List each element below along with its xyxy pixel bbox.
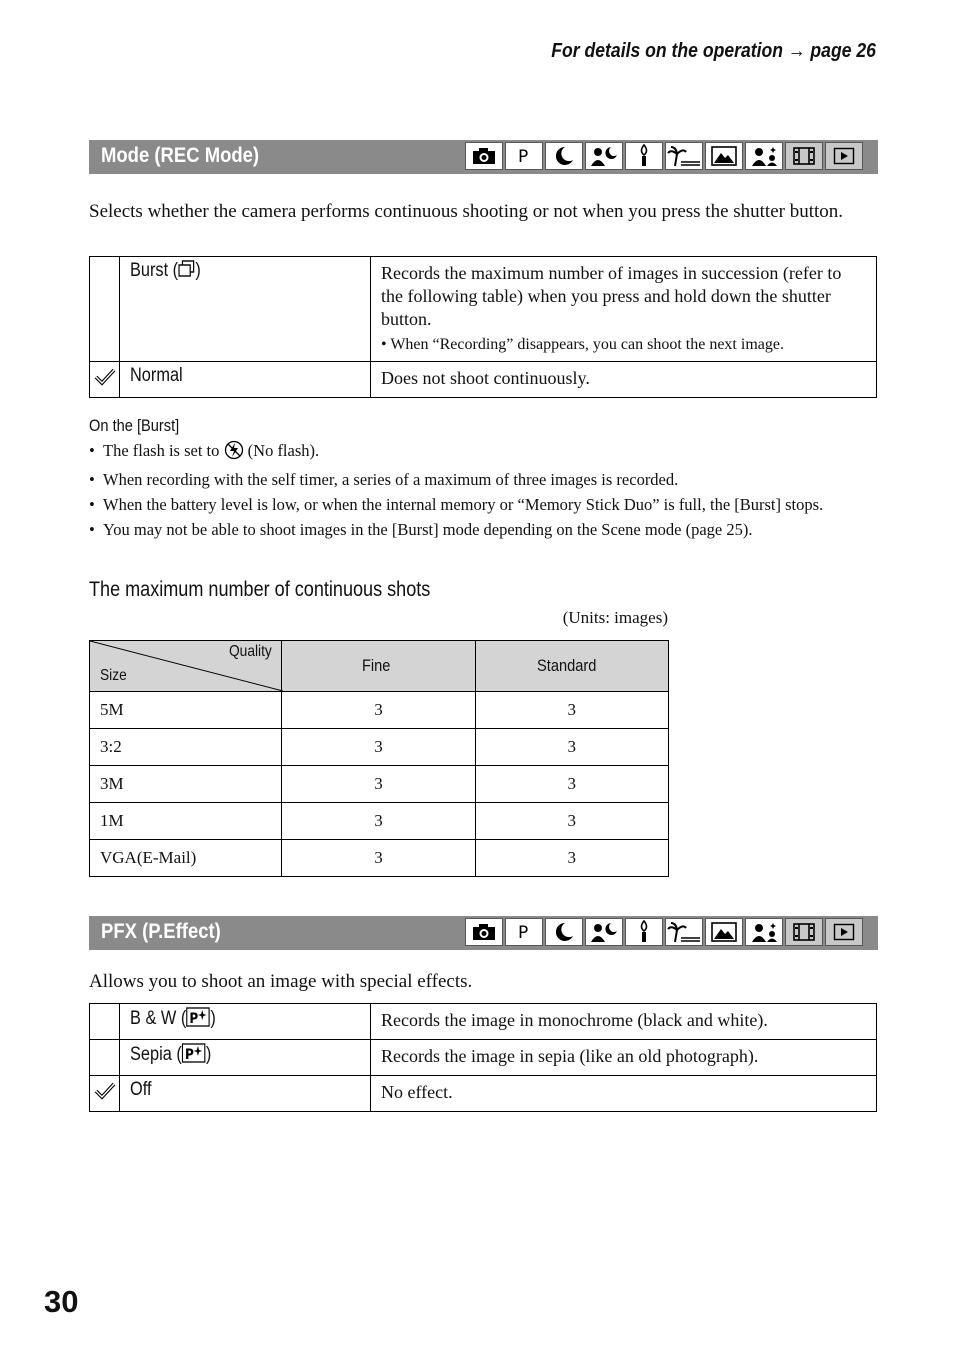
movie-icon: [785, 142, 823, 170]
beach-icon: [665, 142, 703, 170]
standard-cell: 3: [475, 692, 669, 729]
pfx-icon: [186, 1007, 210, 1033]
continuous-shots-table: [89, 640, 669, 877]
rec-mode-options-table: [89, 256, 877, 398]
size-cell: 3M: [90, 766, 282, 803]
note-item: • When the battery level is low, or when the internal memory or “Memory Stick Duo” is full, the [Burst] stops.: [89, 494, 869, 515]
svg-text:P: P: [518, 923, 529, 942]
option-description: No effect.: [371, 1076, 877, 1112]
twilight-moon-icon: [545, 142, 583, 170]
size-cell: 5M: [90, 692, 282, 729]
candle-icon: [625, 142, 663, 170]
option-description: Records the image in monochrome (black and white).: [371, 1004, 877, 1040]
option-description: Does not shoot continuously.: [371, 362, 877, 398]
check-cell: [90, 1040, 120, 1076]
standard-cell: 3: [475, 840, 669, 877]
option-row-normal: [90, 362, 877, 398]
check-cell: [90, 1076, 120, 1112]
column-header-fine: Fine: [282, 641, 475, 692]
camera-icon: [465, 142, 503, 170]
option-row-bw: [90, 1004, 877, 1040]
section-header-rec-mode: [89, 140, 878, 174]
units-label: (Units: images): [562, 608, 668, 627]
option-row-sepia: [90, 1040, 877, 1076]
soft-snap-icon: [745, 918, 783, 946]
page-number: 30: [44, 1284, 79, 1319]
movie-icon: [785, 918, 823, 946]
twilight-portrait-icon: [585, 918, 623, 946]
burst-notes-list: [89, 440, 869, 544]
quality-label: Quality: [228, 643, 272, 660]
table-row: [90, 766, 669, 803]
landscape-icon: [705, 142, 743, 170]
check-cell: [90, 1004, 120, 1040]
svg-text:P: P: [189, 1011, 199, 1027]
option-name: B & W ( P ): [120, 1004, 371, 1040]
corner-header-cell: [90, 641, 282, 692]
camera-icon: [465, 918, 503, 946]
note-item: • You may not be able to shoot images in the [Burst] mode depending on the Scene mode (page 25).: [89, 519, 869, 540]
burst-icon: [178, 260, 195, 284]
table-row: [90, 692, 669, 729]
fine-cell: 3: [282, 692, 475, 729]
default-checkmark-icon: [94, 370, 116, 390]
notes-title: On the [Burst]: [89, 416, 180, 435]
option-name: Normal: [120, 362, 371, 398]
check-cell: [90, 257, 120, 362]
standard-cell: 3: [475, 729, 669, 766]
option-name: Burst ( ): [120, 257, 371, 362]
svg-text:P: P: [185, 1047, 195, 1063]
program-p-icon: [505, 918, 543, 946]
option-name: Off: [120, 1076, 371, 1112]
check-cell: [90, 362, 120, 398]
pfx-options-table: [89, 1003, 877, 1112]
playback-icon: [825, 918, 863, 946]
fine-cell: 3: [282, 766, 475, 803]
option-description: Records the maximum number of images in succession (refer to the following table) when you press and hold down the shutter button. • When “Recording” disappears, you can shoot the next image.: [371, 257, 877, 362]
operation-reference: For details on the operation → page 26: [551, 40, 876, 62]
option-row-burst: [90, 257, 877, 362]
size-cell: VGA(E-Mail): [90, 840, 282, 877]
standard-cell: 3: [475, 766, 669, 803]
option-subnote: • When “Recording” disappears, you can shoot the next image.: [381, 336, 784, 353]
option-description: Records the image in sepia (like an old photograph).: [371, 1040, 877, 1076]
mode-icon-strip: [465, 142, 863, 170]
option-row-off: [90, 1076, 877, 1112]
table-row: [90, 729, 669, 766]
note-item: • When recording with the self timer, a series of a maximum of three images is recorded.: [89, 469, 869, 490]
playback-icon: [825, 142, 863, 170]
soft-snap-icon: [745, 142, 783, 170]
no-flash-icon: [224, 440, 244, 465]
standard-cell: 3: [475, 803, 669, 840]
mode-icon-strip: [465, 918, 863, 946]
fine-cell: 3: [282, 729, 475, 766]
table-row: [90, 803, 669, 840]
landscape-icon: [705, 918, 743, 946]
column-header-standard: Standard: [475, 641, 669, 692]
option-name: Sepia ( P ): [120, 1040, 371, 1076]
default-checkmark-icon: [94, 1084, 116, 1104]
candle-icon: [625, 918, 663, 946]
pfx-intro: Allows you to shoot an image with special effects.: [89, 971, 473, 992]
beach-icon: [665, 918, 703, 946]
svg-text:P: P: [518, 147, 529, 166]
fine-cell: 3: [282, 840, 475, 877]
twilight-moon-icon: [545, 918, 583, 946]
twilight-portrait-icon: [585, 142, 623, 170]
pfx-icon: [182, 1043, 206, 1069]
rec-mode-intro: Selects whether the camera performs continuous shooting or not when you press the shutter button.: [89, 201, 844, 222]
section-header-pfx: [89, 916, 878, 950]
shots-header-row: [90, 641, 669, 692]
size-cell: 1M: [90, 803, 282, 840]
section-title: PFX (P.Effect): [101, 920, 221, 943]
note-item: • The flash is set to (No flash).: [89, 440, 869, 465]
section-title: Mode (REC Mode): [101, 144, 260, 167]
continuous-shots-title: The maximum number of continuous shots: [89, 578, 431, 601]
table-row: [90, 840, 669, 877]
program-p-icon: [505, 142, 543, 170]
fine-cell: 3: [282, 803, 475, 840]
size-cell: 3:2: [90, 729, 282, 766]
size-label: Size: [100, 667, 127, 684]
